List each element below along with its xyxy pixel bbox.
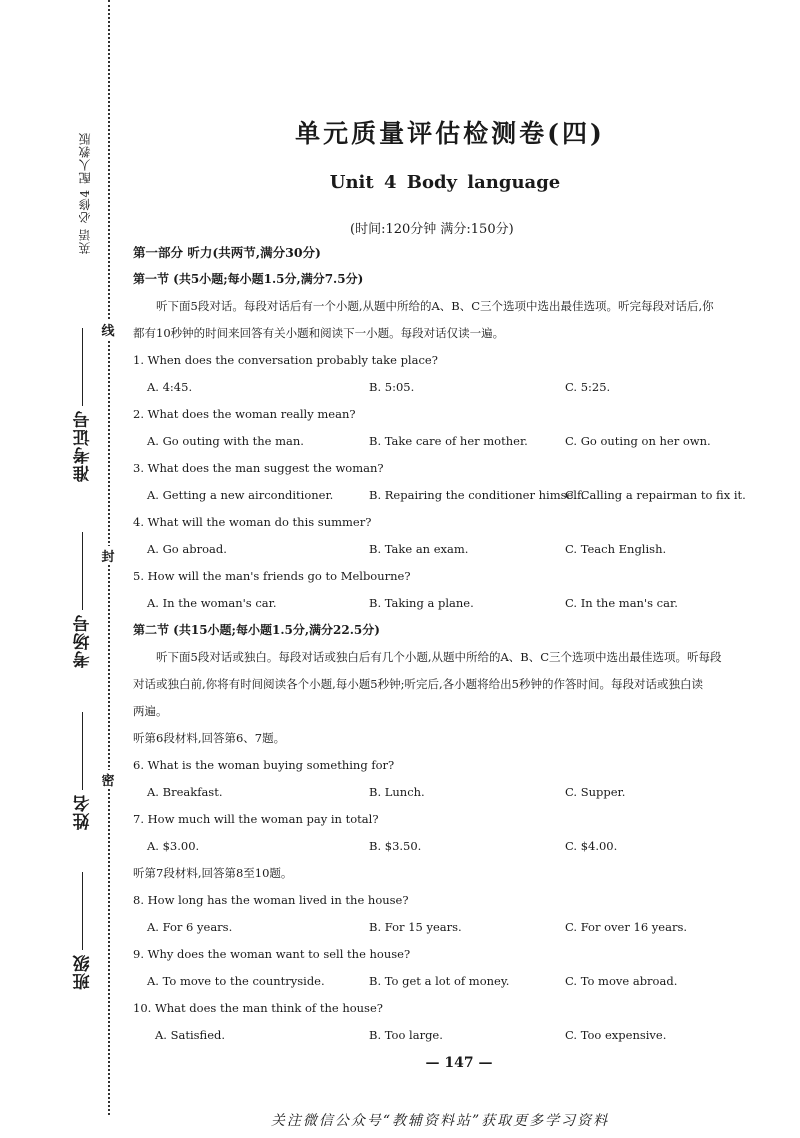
field-name xyxy=(68,690,98,830)
question-8 xyxy=(133,887,791,941)
question-3 xyxy=(133,455,791,509)
cut-mark-seal: 封 xyxy=(99,546,117,565)
question-5 xyxy=(133,563,791,617)
part1-instructions-2: 都有10秒钟的时间来回答有关小题和阅读下一小题。每段对话仅读一遍。 xyxy=(133,326,505,340)
question-options xyxy=(133,482,791,509)
field-class xyxy=(68,850,98,990)
question-options xyxy=(133,1022,791,1049)
option-c: C. For over 16 years. xyxy=(565,920,688,934)
question-text: 4. What will the woman do this summer? xyxy=(133,515,372,529)
option-c: C. To move abroad. xyxy=(565,974,678,988)
question-9 xyxy=(133,941,791,995)
option-b: B. Too large. xyxy=(369,1028,443,1042)
question-text: 3. What does the man suggest the woman? xyxy=(133,461,384,475)
option-c: C. Too expensive. xyxy=(565,1028,667,1042)
part2-heading: 第二节 (共15小题;每小题1.5分,满分22.5分) xyxy=(133,623,380,637)
question-text: 7. How much will the woman pay in total? xyxy=(133,812,379,826)
field-room xyxy=(68,500,98,668)
question-options xyxy=(133,428,791,455)
question-options xyxy=(133,536,791,563)
question-text: 1. When does the conversation probably take place? xyxy=(133,353,438,367)
field-exam-id-rule xyxy=(83,328,84,406)
option-b: B. For 15 years. xyxy=(369,920,462,934)
question-text: 9. Why does the woman want to sell the house? xyxy=(133,947,411,961)
cut-mark-line: 线 xyxy=(99,320,117,339)
section-heading: 第一部分 听力(共两节,满分30分) xyxy=(133,245,321,260)
field-room-label: 考场号 xyxy=(73,614,94,668)
page-number: — 147 — xyxy=(425,1055,493,1071)
field-exam-id-label: 准考证号 xyxy=(73,410,94,482)
option-a: A. 4:45. xyxy=(147,380,193,394)
question-1 xyxy=(133,347,791,401)
option-a: A. To move to the countryside. xyxy=(147,974,325,988)
option-a: A. In the woman's car. xyxy=(147,596,277,610)
option-b: B. Take care of her mother. xyxy=(369,434,528,448)
option-c: C. Go outing on her own. xyxy=(565,434,711,448)
question-text: 10. What does the man think of the house? xyxy=(133,1001,383,1015)
part2-instructions-2: 对话或独白前,你将有时间阅读各个小题,每小题5秒钟;听完后,各小题将给出5秒钟的作答时间。每段对话或独白读 xyxy=(133,677,703,691)
question-options xyxy=(133,968,791,995)
part1-instructions-1: 听下面5段对话。每段对话后有一个小题,从题中所给的A、B、C三个选项中选出最佳选项。听完每段对话后,你 xyxy=(156,299,714,313)
exam-info: (时间:120分钟 满分:150分) xyxy=(350,222,514,237)
question-text: 8. How long has the woman lived in the house? xyxy=(133,893,409,907)
option-c: C. In the man's car. xyxy=(565,596,678,610)
question-6 xyxy=(133,752,791,806)
group-7-note: 听第7段材料,回答第8至10题。 xyxy=(133,866,293,880)
option-c: C. Teach English. xyxy=(565,542,667,556)
question-options xyxy=(133,374,791,401)
field-class-label: 班级 xyxy=(73,954,94,990)
question-7 xyxy=(133,806,791,860)
part2-instructions-1: 听下面5段对话或独白。每段对话或独白后有几个小题,从题中所给的A、B、C三个选项中选出最佳选项。听每段 xyxy=(156,650,722,664)
question-10 xyxy=(133,995,791,1049)
option-a: A. $3.00. xyxy=(147,839,200,853)
part1-heading: 第一节 (共5小题;每小题1.5分,满分7.5分) xyxy=(133,272,364,286)
exam-content xyxy=(133,239,791,1049)
question-text: 6. What is the woman buying something for? xyxy=(133,758,395,772)
option-b: B. $3.50. xyxy=(369,839,422,853)
field-class-rule xyxy=(83,872,84,950)
question-text: 5. How will the man's friends go to Melbourne? xyxy=(133,569,411,583)
option-a: A. Getting a new airconditioner. xyxy=(147,488,334,502)
option-c: C. 5:25. xyxy=(565,380,611,394)
page-title: 单元质量评估检测卷(四) xyxy=(295,119,605,148)
option-a: A. Satisfied. xyxy=(155,1028,226,1042)
question-options xyxy=(133,590,791,617)
question-4 xyxy=(133,509,791,563)
group-6-note: 听第6段材料,回答第6、7题。 xyxy=(133,731,286,745)
option-b: B. Lunch. xyxy=(369,785,425,799)
field-exam-id xyxy=(68,292,98,482)
option-c: C. Supper. xyxy=(565,785,626,799)
field-name-label: 姓名 xyxy=(73,794,94,830)
option-b: B. 5:05. xyxy=(369,380,415,394)
field-room-rule xyxy=(83,532,84,610)
unit-title: Unit 4 Body language xyxy=(329,172,561,193)
option-b: B. Take an exam. xyxy=(369,542,469,556)
option-b: B. To get a lot of money. xyxy=(369,974,510,988)
question-options xyxy=(133,914,791,941)
question-options xyxy=(133,779,791,806)
question-2 xyxy=(133,401,791,455)
option-c: C. Calling a repairman to fix it. xyxy=(565,488,746,502)
option-b: B. Taking a plane. xyxy=(369,596,474,610)
option-a: A. Go outing with the man. xyxy=(147,434,304,448)
option-a: A. Breakfast. xyxy=(147,785,223,799)
option-c: C. $4.00. xyxy=(565,839,618,853)
question-options xyxy=(133,833,791,860)
option-b: B. Repairing the conditioner himself. xyxy=(369,488,585,502)
option-a: A. For 6 years. xyxy=(147,920,233,934)
option-a: A. Go abroad. xyxy=(147,542,227,556)
field-name-rule xyxy=(83,712,84,790)
footer-note: 关注微信公众号“教辅资料站”获取更多学习资料 xyxy=(270,1113,610,1129)
edition-label: 英语 必修4 配人教版 xyxy=(78,132,92,255)
cut-mark-secret: 密 xyxy=(99,770,117,789)
question-text: 2. What does the woman really mean? xyxy=(133,407,356,421)
part2-instructions-3: 两遍。 xyxy=(133,704,168,718)
